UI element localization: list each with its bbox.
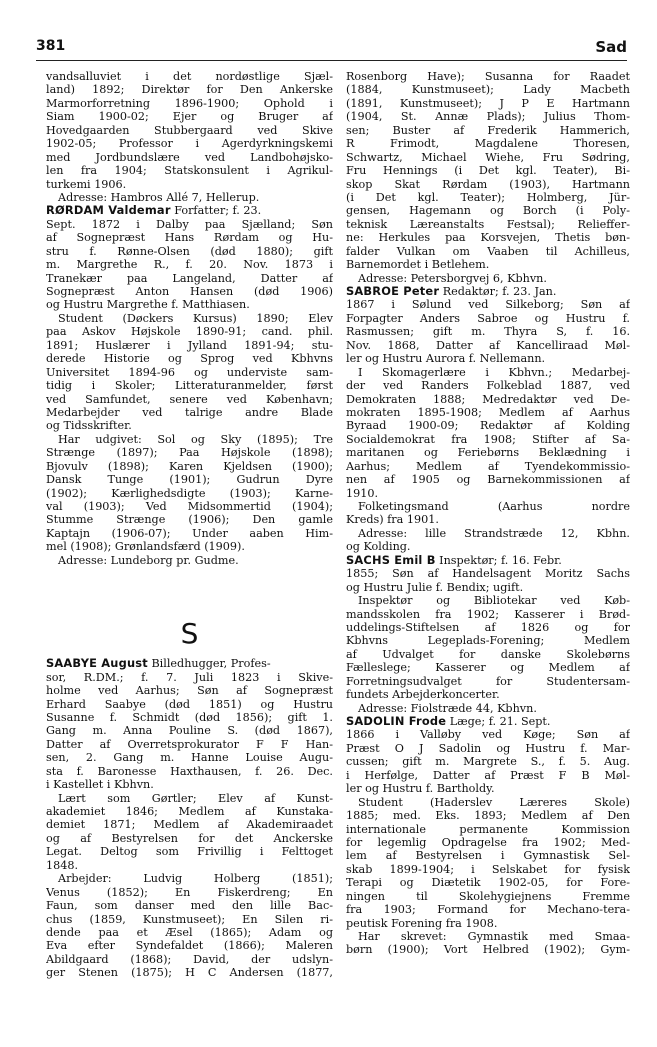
text-line: 1848. [46, 858, 79, 872]
text-line: Tranekær paa Langeland, Datter af [46, 271, 333, 285]
text-line: der ved Randers Folkeblad 1887, ved [346, 379, 630, 393]
text-line: og Tidsskrifter. [46, 419, 132, 433]
entry-biography [346, 298, 630, 365]
text-line: 1866 i Valløby ved Køge; Søn af [346, 728, 630, 742]
text-line: Nov. 1868, Datter af Kancelliraad Møl- [346, 338, 630, 352]
text-line: internationale permanente Kommission [346, 822, 630, 836]
text-line: ne: Herkules paa Korsvejen, Thetis bøn- [346, 231, 630, 245]
text-line: Siam 1900-02; Ejer og Bruger af [46, 110, 333, 124]
text-line: Fælleslege; Kasserer og Medlem af [346, 661, 630, 675]
text-line: Fru Hennings (i Det kgl. Teater), Bi- [346, 164, 630, 178]
text-line: m. Margrethe R., f. 20. Nov. 1873 i [46, 258, 333, 272]
entry-heading-sabroe [346, 285, 630, 298]
text-line: (1902); Kærlighedsdigte (1903); Karne- [46, 486, 333, 500]
text-line: (1891, Kunstmuseet); J P E Hartmann [346, 96, 630, 110]
entry-education [46, 792, 333, 873]
text-line: i Herfølge, Datter af Præst F B Møl- [346, 768, 630, 782]
text-line: skop Skat Rørdam (1903), Hartmann [346, 177, 630, 191]
entry-biography [346, 567, 630, 594]
text-line: og Hustru Julie f. Bendix; ugift. [346, 580, 524, 594]
text-line: holme ved Aarhus; Søn af Sognepræst [46, 684, 333, 698]
entry-name: SABROE Peter [346, 285, 440, 298]
entry-first-line: Inspektør; f. 16. Febr. [435, 553, 562, 567]
address-line: Adresse: Hambros Allé 7, Hellerup. [58, 190, 260, 204]
text-line: derede Historie og Sprog ved Kbhvns [46, 352, 333, 366]
entry-name: SADOLIN Frode [346, 715, 447, 728]
entry-career [346, 796, 630, 930]
text-line: Schwartz, Michael Wiehe, Fru Sødring, [346, 150, 630, 164]
text-line: ved Samfundet, senere ved København; [46, 392, 333, 406]
text-line: Præst O J Sadolin og Hustru f. Mar- [346, 741, 630, 755]
entry-address [346, 527, 630, 554]
text-line: af Sognepræst Hans Rørdam og Hu- [46, 231, 333, 245]
text-line: 1885; med. Eks. 1893; Medlem af Den [346, 809, 630, 823]
entry-works [46, 872, 333, 980]
text-line: Eva efter Syndefaldet (1866); Maleren [46, 939, 333, 953]
text-line: med Jordbundslære ved Landbohøjsko- [46, 150, 333, 164]
text-line: lem af Bestyrelsen i Gymnastisk Sel- [346, 849, 630, 863]
text-line: Sognepræst Anton Hansen (død 1906) [46, 285, 333, 298]
text-line: Folketingsmand (Aarhus nordre [358, 500, 630, 513]
text-line: Dansk Tunge (1901); Gudrun Dyre [46, 473, 333, 487]
text-line: fundets Arbejderkoncerter. [346, 688, 500, 702]
text-line: uddelings-Stiftelsen af 1826 og for [346, 620, 630, 634]
entry-career [346, 366, 630, 500]
text-line: børn (1900); Vort Helbred (1902); Gym- [346, 943, 630, 957]
page-number: 381 [36, 38, 66, 54]
text-line: val (1903); Ved Midsommertid (1904); [46, 500, 333, 513]
right-column [346, 70, 630, 1025]
text-line: land) 1892; Direktør for Den Ankerske [46, 83, 333, 97]
text-line: vandsalluviet i det nordøstlige Sjæl- [46, 70, 333, 83]
text-line: Socialdemokrat fra 1908; Stifter af Sa- [346, 432, 630, 446]
text-line: mokraten 1895-1908; Medlem af Aarhus [346, 405, 630, 419]
text-line: skab 1899-1904; i Selskabet for fysisk [346, 862, 630, 876]
text-line: 1910. [346, 486, 379, 500]
text-line: og Kolding. [346, 540, 411, 554]
running-header [36, 36, 627, 61]
entry-heading-sachs [346, 554, 630, 567]
entry-works [46, 433, 333, 554]
text-line: Rasmussen; gift m. Thyra S, f. 16. [346, 325, 630, 339]
text-line: Strænge (1897); Paa Højskole (1898); [46, 446, 333, 460]
text-line: og af Bestyrelsen for det Anckerske [46, 831, 333, 845]
text-line: Forretningsudvalget for Studentersam- [346, 674, 630, 688]
text-line: Sept. 1872 i Dalby paa Sjælland; Søn [46, 217, 333, 231]
text-line: 1902-05; Professor i Agerdyrkningskemi [46, 137, 333, 151]
address-line: Adresse: Petersborgvej 6, Kbhvn. [358, 271, 547, 285]
entry-name: SACHS Emil B [346, 553, 436, 567]
text-line: sen, 2. Gang m. Hanne Louise Augu- [46, 751, 333, 765]
text-line: (1904, St. Annæ Plads); Julius Thom- [346, 110, 630, 124]
text-line: Faun, som danser med den lille Bac- [46, 899, 333, 913]
text-line: 1867 i Sølund ved Silkeborg; Søn af [346, 298, 630, 312]
text-line: dende paa et Æsel (1865); Adam og [46, 925, 333, 939]
text-line: 1855; Søn af Handelsagent Moritz Sachs [346, 567, 630, 581]
text-line: Venus (1852); En Fiskerdreng; En [46, 885, 333, 899]
address-line: Adresse: Lundeborg pr. Gudme. [58, 553, 239, 567]
text-line: teknisk Læreanstalts Festsal); Relieffer- [346, 217, 630, 231]
entry-education [46, 312, 333, 433]
entry-biography [346, 728, 630, 795]
text-line: Abildgaard (1868); David, der udslyn- [46, 952, 333, 966]
text-line: sen; Buster af Frederik Hammerich, [346, 123, 630, 137]
entry-name: SAABYE August [46, 657, 148, 671]
continued-entry [346, 70, 630, 272]
text-line: falder Vulkan om Vaaben til Achilleus, [346, 244, 630, 258]
section-letter: S [180, 617, 199, 651]
text-line: Marmorforretning 1896-1900; Ophold i [46, 96, 333, 110]
text-line: (i Det kgl. Teater); Holmberg, Jür- [346, 190, 630, 204]
text-line: Byraad 1900-09; Redaktør af Kolding [346, 419, 630, 433]
text-line: gensen, Hagemann og Borch (i Poly- [346, 204, 630, 218]
entry-first-line: Læge; f. 21. Sept. [446, 715, 551, 728]
text-line: stru f. Rønne-Olsen (død 1880); gift [46, 244, 333, 258]
text-line: nen af 1905 og Barnekommissionen af [346, 473, 630, 487]
text-line: cussen; gift m. Margrete S., f. 5. Aug. [346, 755, 630, 769]
address-line: Adresse: Fiolstræde 44, Kbhvn. [358, 701, 537, 715]
text-line: 1891; Huslærer i Jylland 1891-94; stu- [46, 338, 333, 352]
entry-office [346, 500, 630, 527]
text-line: Inspektør og Bibliotekar ved Køb- [358, 594, 630, 608]
entry-heading-rordam [46, 204, 333, 217]
text-line: peutisk Forening fra 1908. [346, 916, 498, 930]
text-line: Erhard Saabye (død 1851) og Hustru [46, 697, 333, 711]
left-column [46, 70, 333, 1025]
text-line: Har udgivet: Sol og Sky (1895); Tre [58, 432, 333, 446]
text-line: Student (Haderslev Læreres Skole) [358, 795, 630, 809]
text-line: akademiet 1846; Medlem af Kunstaka- [46, 805, 333, 818]
entry-biography [46, 218, 333, 312]
entry-heading-sadolin [346, 715, 630, 728]
text-line: Adresse: lille Strandstræde 12, Kbhn. [358, 526, 630, 540]
text-line: Har skrevet: Gymnastik med Smaa- [358, 930, 630, 943]
text-line: Gang m. Anna Pouline S. (død 1867), [46, 724, 333, 738]
text-line: i Kastellet i Kbhvn. [46, 778, 154, 792]
text-line: Universitet 1894-96 og underviste sam- [46, 365, 333, 379]
text-line: chus (1859, Kunstmuseet); En Silen ri- [46, 912, 333, 926]
text-line: Rosenborg Have); Susanna for Raadet [346, 70, 630, 83]
text-line: Datter af Overretsprokurator F F Han- [46, 737, 333, 751]
text-line: for legemlig Opdragelse fra 1902; Med- [346, 835, 630, 849]
text-line: Stumme Strænge (1906); Den gamle [46, 513, 333, 527]
text-line: sor, R.DM.; f. 7. Juli 1823 i Skive- [46, 670, 333, 684]
text-line: fra 1903; Formand for Mechano-tera- [346, 903, 630, 917]
text-line: maritanen og Feriebørns Beklædning i [346, 446, 630, 460]
entry-first-line: Redaktør; f. 23. Jan. [439, 285, 557, 298]
text-line: (1884, Kunstmuseet); Lady Macbeth [346, 83, 630, 97]
text-line: ler og Hustru f. Bartholdy. [346, 782, 495, 796]
entry-works [346, 930, 630, 957]
section-gap [46, 567, 333, 607]
text-line: len fra 1904; Statskonsulent i Agrikul- [46, 164, 333, 178]
entry-biography [46, 671, 333, 792]
text-line: Arbejder: Ludvig Holberg (1851); [58, 872, 333, 886]
text-line: sta f. Baronesse Haxthausen, f. 26. Dec. [46, 764, 333, 778]
text-line: demiet 1871; Medlem af Akademiraadet [46, 818, 333, 832]
text-line: ningen til Skolehygiejnens Fremme [346, 889, 630, 903]
entry-career [346, 594, 630, 702]
running-word: Sad [595, 38, 627, 56]
text-line: Bjovulv (1898); Karen Kjeldsen (1900); [46, 459, 333, 473]
text-line: Legat. Deltog som Frivillig i Felttoget [46, 845, 333, 859]
entry-first-line: Forfatter; f. 23. [170, 204, 262, 218]
text-line: ger Stenen (1875); H C Andersen (1877, [46, 966, 333, 980]
continued-entry [46, 70, 333, 191]
text-line: Student (Døckers Kursus) 1890; Elev [58, 311, 333, 325]
text-line: Terapi og Diætetik 1902-05, for Fore- [346, 876, 630, 890]
text-line: ler og Hustru Aurora f. Nellemann. [346, 352, 546, 366]
text-line: af Udvalget for danske Skolebørns [346, 647, 630, 661]
text-line: mel (1908); Grønlandsfærd (1909). [46, 540, 245, 554]
text-line: Lært som Gørtler; Elev af Kunst- [58, 791, 333, 805]
entry-name: RØRDAM Valdemar [46, 204, 171, 218]
text-line: Forpagter Anders Sabroe og Hustru f. [346, 311, 630, 325]
text-line: Aarhus; Medlem af Tyendekommissio- [346, 459, 630, 473]
text-line: R Frimodt, Magdalene Thoresen, [346, 137, 630, 151]
text-line: Kreds) fra 1901. [346, 513, 439, 527]
text-line: Kbhvns Legeplads-Forening; Medlem [346, 634, 630, 648]
text-line: Demokraten 1888; Medredaktør ved De- [346, 392, 630, 406]
text-line: turkemi 1906. [46, 177, 127, 191]
text-line: Medarbejder ved talrige andre Blade [46, 405, 333, 419]
entry-first-line: Billedhugger, Profes- [147, 657, 271, 671]
text-line: Kaptajn (1906-07); Under aaben Him- [46, 526, 333, 540]
text-line: tidig i Skoler; Litteraturanmelder, først [46, 379, 333, 393]
text-line: og Hustru Margrethe f. Matthiasen. [46, 298, 250, 312]
text-line: paa Askov Højskole 1890-91; cand. phil. [46, 325, 333, 339]
text-line: I Skomagerlære i Kbhvn.; Medarbej- [358, 365, 630, 379]
text-line: mandsskolen fra 1902; Kasserer i Brød- [346, 607, 630, 621]
entry-heading-saabye [46, 657, 333, 670]
text-line: Susanne f. Schmidt (død 1856); gift 1. [46, 710, 333, 724]
text-line: Barnemordet i Betlehem. [346, 258, 490, 272]
text-line: Hovedgaarden Stubbergaard ved Skive [46, 123, 333, 137]
